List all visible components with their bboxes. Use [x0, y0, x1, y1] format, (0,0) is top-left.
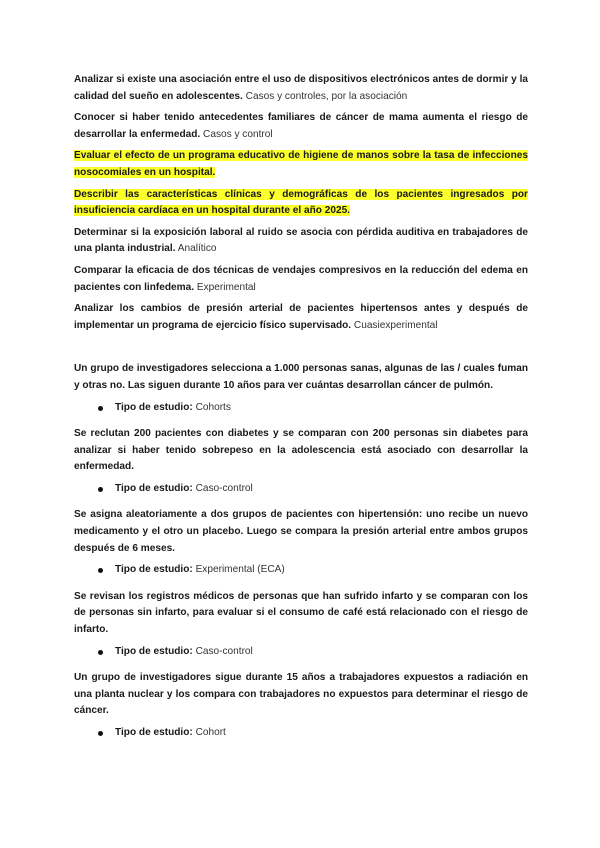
- study-type-label: Tipo de estudio:: [115, 482, 193, 494]
- study-type-label: Tipo de estudio:: [115, 401, 193, 413]
- objective-7: [74, 301, 528, 334]
- objective-text: Evaluar el efecto de un programa educativo de higiene de manos sobre la tasa de infecciones nosocomiales en un hospital.: [74, 150, 528, 178]
- objective-text: Analizar si existe una asociación entre el uso de dispositivos electrónicos antes de dormir y la calidad del sueño en adolescentes.: [74, 74, 528, 102]
- case-5-study-type: [98, 725, 528, 742]
- case-3-study-type: [98, 562, 528, 579]
- study-type-label: Tipo de estudio:: [115, 727, 193, 738]
- study-type-answer: Cohort: [192, 727, 226, 738]
- objective-1: [74, 72, 528, 105]
- objective-text: Describir las características clínicas y demográficas de los pacientes ingresados por insuficiencia cardíaca en un hospital durante el año 2025.: [74, 188, 528, 217]
- objective-text: Conocer si haber tenido antecedentes familiares de cáncer de mama aumenta el riesgo de desarrollar la enfermedad.: [74, 112, 528, 140]
- objective-answer: Cuasiexperimental: [351, 319, 438, 331]
- study-type-answer: Experimental (ECA): [192, 564, 285, 576]
- study-type-answer: Caso-control: [192, 645, 253, 657]
- objective-text: Comparar la eficacia de dos técnicas de vendajes compresivos en la reducción del edema en pacientes con linfedema.: [74, 264, 528, 293]
- objective-answer: Analítico: [175, 243, 217, 255]
- case-3: [74, 507, 528, 557]
- objective-answer: Casos y controles, por la asociación: [242, 90, 408, 102]
- case-5: [74, 670, 528, 720]
- study-type-answer: Cohorts: [192, 401, 231, 413]
- case-1-study-type: [98, 400, 528, 417]
- objective-answer: Casos y control: [200, 128, 273, 140]
- objective-5: [74, 225, 528, 258]
- study-type-answer: Caso-control: [192, 482, 253, 494]
- objective-3-highlighted: [74, 148, 528, 181]
- case-4-study-type: [98, 644, 528, 661]
- study-type-label: Tipo de estudio:: [115, 645, 193, 657]
- study-type-label: Tipo de estudio:: [115, 564, 193, 576]
- bullet-icon: [98, 406, 103, 411]
- case-4: [74, 589, 528, 639]
- objective-answer: Experimental: [194, 281, 256, 293]
- case-text: Se asigna aleatoriamente a dos grupos de pacientes con hipertensión: uno recibe un nuevo medicamento y el otro un placebo. Luego se compara la presión arterial entre ambos grupos después de 6 meses.: [74, 509, 528, 554]
- case-text: Se reclutan 200 pacientes con diabetes y se comparan con 200 personas sin diabetes para analizar si haber tenido sobrepeso en la adolescencia está asociado con desarrollar la enfermedad.: [74, 428, 528, 473]
- case-text: Un grupo de investigadores selecciona a 1.000 personas sanas, algunas de las / cuales fuman y otras no. Las siguen durante 10 años para ver cuántas desarrollan cáncer de pulmón.: [74, 363, 528, 391]
- objective-text: Determinar si la exposición laboral al ruido se asocia con pérdida auditiva en trabajadores de una planta industrial.: [74, 226, 528, 255]
- bullet-icon: [98, 650, 103, 655]
- bullet-icon: [98, 487, 103, 492]
- case-text: Un grupo de investigadores sigue durante 15 años a trabajadores expuestos a radiación en una planta nuclear y los compara con trabajadores no expuestos para determinar el riesgo de cáncer.: [74, 672, 528, 717]
- bullet-icon: [98, 568, 103, 573]
- section-gap: [74, 339, 528, 361]
- objective-6: [74, 263, 528, 296]
- case-2-study-type: [98, 481, 528, 498]
- bullet-icon: [98, 731, 103, 736]
- case-text: Se revisan los registros médicos de personas que han sufrido infarto y se comparan con los de personas sin infarto, para evaluar si el consumo de café está relacionado con el riesgo de infarto.: [74, 590, 528, 636]
- objective-2: [74, 110, 528, 143]
- case-1: [74, 361, 528, 394]
- objective-4-highlighted: [74, 187, 528, 220]
- case-2: [74, 426, 528, 476]
- objective-text: Analizar los cambios de presión arterial de pacientes hipertensos antes y después de implementar un programa de ejercicio físico supervisado.: [74, 303, 528, 331]
